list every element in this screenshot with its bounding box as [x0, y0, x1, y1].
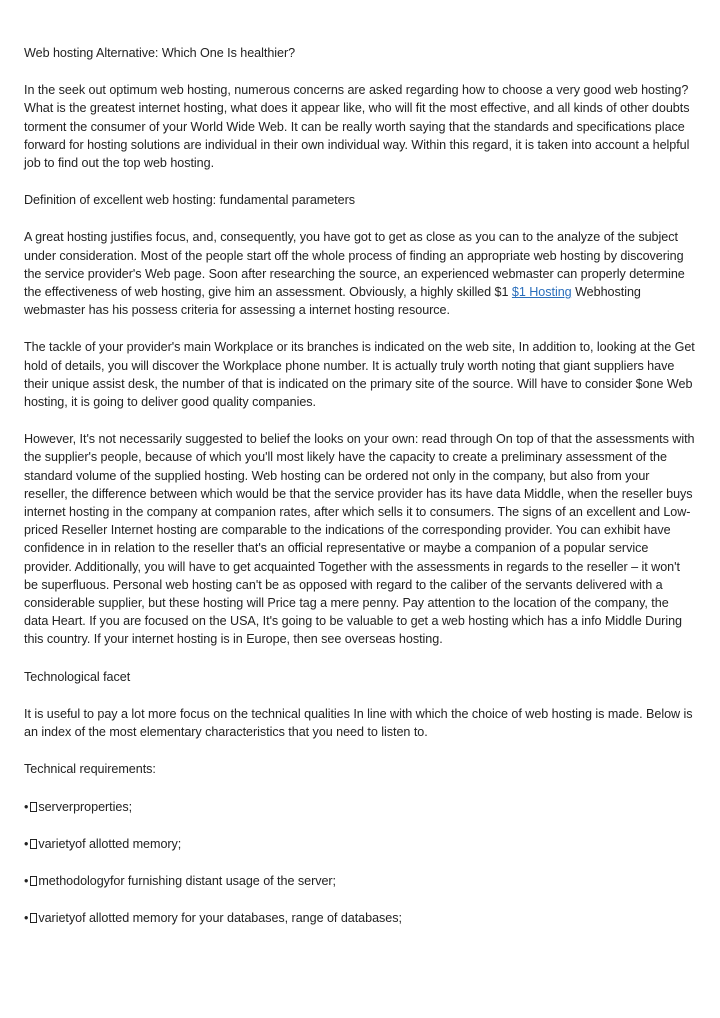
list-item-rest: properties; [73, 799, 133, 814]
missing-glyph-icon [30, 876, 37, 886]
focus-paragraph [24, 228, 696, 319]
missing-glyph-icon [30, 802, 37, 812]
tech-paragraph: It is useful to pay a lot more focus on the technical qualities In line with which the choice of web hosting is made. Below is an index of the most elementary characteristics that you need to listen to. [24, 706, 693, 740]
bullet-icon: • [24, 911, 29, 926]
intro-paragraph: In the seek out optimum web hosting, numerous concerns are asked regarding how to choose a very good web hosting? What is the greatest internet hosting, what does it appear like, who will fit the most effective, and all kinds of other doubts torment the consumer of your World Wide Web. It can be really worth saying that the standards and specifications place forward for hosting solutions are individual in their own individual way. Within this regard, it is taken into account a helpful job to find out the top web hosting. [24, 83, 690, 171]
list-item-rest: of allotted memory for your databases, range of databases; [75, 911, 402, 926]
missing-glyph-icon [30, 913, 37, 923]
focus-paragraph-text-before-link: A great hosting justifies focus, and, consequently, you have got to get as close as you can to the analyze of the subject under consideration. Most of the people start off the whole process of finding an appropriate web hosting by discovering the service provider's Web page. Soon after researching the source, an experienced webmaster can properly determine the effectiveness of web hosting, give him an assessment. Obviously, a highly skilled $1 [24, 230, 685, 300]
hosting-link[interactable]: $1 Hosting [511, 285, 572, 300]
article [24, 44, 696, 946]
missing-glyph-icon [30, 839, 37, 849]
list-item-rest: for furnishing distant usage of the server; [109, 873, 337, 888]
requirements-label: Technical requirements: [24, 762, 156, 777]
list-item [24, 909, 696, 927]
list-item [24, 798, 696, 816]
list-item-first-word: methodology [38, 873, 110, 888]
list-item-rest: of allotted memory; [75, 836, 182, 851]
reseller-paragraph: However, It's not necessarily suggested to belief the looks on your own: read through On top of that the assessments with the supplier's people, because of which you'll most likely have the capacity to create a preliminary assessment of the standard volume of the supplied hosting. Web hosting can be ordered not only in the company, but also from your reseller, the difference between which would be that the service provider has its have data Middle, when the reseller buys internet hosting in the company at companion rates, after which sells it to consumers. The signs of an excellent and Low-priced Reseller Internet hosting are comparable to the indications of the corresponding provider. You can exhibit have confidence in in relation to the reseller that's an official representative or maybe a companion of a popular service provider. Additionally, you will have to get acquainted Together with the assessments in regards to the reseller – it won't be superfluous. Personal web hosting can't be as opposed with regard to the caliber of the servants delivered with a considerable supplier, but these hosting will Price tag a mere penny. Pay attention to the location of the company, the data Heart. If you are focused on the USA, It's going to be valuable to get a web hosting which has a info Middle During this country. If your internet hosting is in Europe, then see overseas hosting. [24, 432, 695, 647]
requirements-list [24, 798, 696, 928]
bullet-icon: • [24, 799, 29, 814]
focus-paragraph-text-after-link: Webhosting webmaster has his possess criteria for assessing a internet hosting resource. [24, 285, 641, 318]
bullet-icon: • [24, 836, 29, 851]
list-item-first-word: variety [38, 836, 76, 851]
tech-heading: Technological facet [24, 669, 131, 684]
list-item-first-word: variety [38, 911, 76, 926]
workplace-paragraph: The tackle of your provider's main Workplace or its branches is indicated on the web site, In addition to, looking at the Get hold of details, you will discover the Workplace phone number. It is actually truly worth noting that giant suppliers have their unique assist desk, the number of that is indicated on the primary site of the source. Will have to consider $one Web hosting, it is going to deliver good quality companies. [24, 340, 695, 410]
list-item [24, 872, 696, 890]
definition-heading: Definition of excellent web hosting: fundamental parameters [24, 193, 355, 208]
bullet-icon: • [24, 873, 29, 888]
list-item-first-word: server [38, 799, 74, 814]
article-title: Web hosting Alternative: Which One Is healthier? [24, 46, 296, 60]
list-item [24, 835, 696, 853]
